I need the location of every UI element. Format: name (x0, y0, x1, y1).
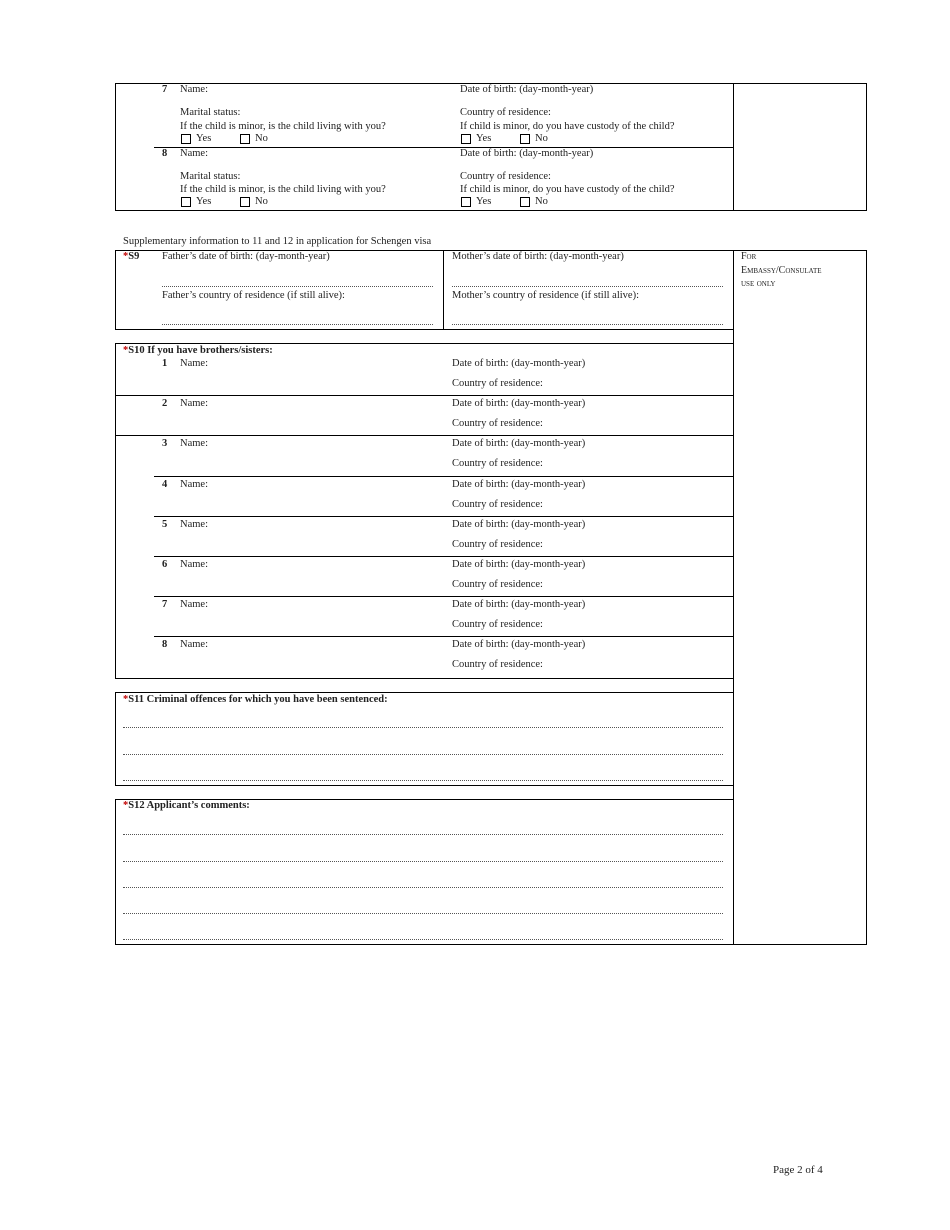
custody-yes-checkbox[interactable] (461, 134, 471, 144)
sibling-dob-label: Date of birth: (day-month-year) (452, 639, 586, 650)
children-row-separator (154, 147, 733, 148)
sibling-dob-label: Date of birth: (day-month-year) (452, 479, 586, 490)
child-name-label: Name: (180, 84, 208, 95)
s10-title (123, 345, 273, 357)
sibling-row-separator (154, 636, 733, 637)
father-dob-field[interactable] (162, 286, 433, 287)
required-asterisk: * (123, 800, 129, 811)
yes-label: Yes (476, 196, 492, 207)
s11-title (123, 694, 388, 706)
yes-label: Yes (196, 196, 212, 207)
s12-answer-line[interactable] (123, 834, 723, 835)
living-yes-checkbox[interactable] (181, 197, 191, 207)
no-label: No (535, 196, 548, 207)
s11-title-text: S11 Criminal offences for which you have been sentenced: (128, 694, 388, 705)
sibling-row-separator (115, 435, 733, 436)
sibling-row-separator (154, 476, 733, 477)
embassy-note-line1: For (741, 251, 757, 262)
required-asterisk: * (123, 694, 129, 705)
s9-divider (443, 250, 444, 330)
sibling-name-label: Name: (180, 519, 208, 530)
sibling-row-separator (115, 395, 733, 396)
sibling-country-label: Country of residence: (452, 619, 543, 630)
child-number: 7 (162, 84, 168, 95)
child-marital-label: Marital status: (180, 171, 241, 182)
embassy-note (741, 250, 822, 291)
s9-label (123, 251, 139, 263)
sibling-number: 8 (162, 639, 168, 650)
required-asterisk: * (123, 345, 129, 356)
yes-label: Yes (476, 133, 492, 144)
sibling-row-separator (154, 556, 733, 557)
child-living-question: If the child is minor, is the child living with you? (180, 184, 386, 195)
sibling-country-label: Country of residence: (452, 378, 543, 389)
child-dob-label: Date of birth: (day-month-year) (460, 84, 594, 95)
sibling-name-label: Name: (180, 599, 208, 610)
child-custody-question: If child is minor, do you have custody of the child? (460, 121, 675, 132)
custody-no-checkbox[interactable] (520, 197, 530, 207)
child-living-question: If the child is minor, is the child living with you? (180, 121, 386, 132)
no-label: No (255, 133, 268, 144)
sibling-number: 3 (162, 438, 168, 449)
child-dob-label: Date of birth: (day-month-year) (460, 148, 594, 159)
sibling-country-label: Country of residence: (452, 499, 543, 510)
embassy-note-line3: use only (741, 278, 776, 289)
sibling-number: 7 (162, 599, 168, 610)
no-label: No (535, 133, 548, 144)
sibling-number: 4 (162, 479, 168, 490)
s11-answer-line[interactable] (123, 780, 723, 781)
page-number: Page 2 of 4 (773, 1164, 823, 1176)
sibling-country-label: Country of residence: (452, 539, 543, 550)
required-asterisk: * (123, 251, 129, 262)
mother-dob-field[interactable] (452, 286, 723, 287)
sibling-dob-label: Date of birth: (day-month-year) (452, 358, 586, 369)
sibling-number: 2 (162, 398, 168, 409)
living-no-checkbox[interactable] (240, 134, 250, 144)
child-country-label: Country of residence: (460, 171, 551, 182)
s12-title (123, 800, 250, 812)
child-country-label: Country of residence: (460, 107, 551, 118)
no-label: No (255, 196, 268, 207)
father-country-label: Father’s country of residence (if still alive): (162, 290, 345, 301)
embassy-note-line2: Embassy/Consulate (741, 264, 822, 276)
child-marital-label: Marital status: (180, 107, 241, 118)
yes-label: Yes (196, 133, 212, 144)
living-yes-checkbox[interactable] (181, 134, 191, 144)
custody-no-checkbox[interactable] (520, 134, 530, 144)
s11-answer-line[interactable] (123, 754, 723, 755)
s12-title-text: S12 Applicant’s comments: (128, 800, 250, 811)
s11-answer-line[interactable] (123, 727, 723, 728)
sibling-country-label: Country of residence: (452, 418, 543, 429)
mother-country-label: Mother’s country of residence (if still alive): (452, 290, 640, 301)
sibling-name-label: Name: (180, 358, 208, 369)
sibling-country-label: Country of residence: (452, 458, 543, 469)
sibling-number: 1 (162, 358, 168, 369)
s10-title-text: S10 If you have brothers/sisters: (128, 345, 273, 356)
s9-code: S9 (128, 251, 140, 262)
s12-answer-line[interactable] (123, 887, 723, 888)
sibling-dob-label: Date of birth: (day-month-year) (452, 438, 586, 449)
mother-country-field[interactable] (452, 324, 723, 325)
s11-section (115, 692, 734, 786)
sibling-country-label: Country of residence: (452, 659, 543, 670)
sibling-dob-label: Date of birth: (day-month-year) (452, 398, 586, 409)
living-no-checkbox[interactable] (240, 197, 250, 207)
custody-yes-checkbox[interactable] (461, 197, 471, 207)
sibling-name-label: Name: (180, 438, 208, 449)
sibling-row-separator (154, 596, 733, 597)
sibling-name-label: Name: (180, 559, 208, 570)
sibling-row-separator (154, 516, 733, 517)
s12-answer-line[interactable] (123, 861, 723, 862)
s12-answer-line[interactable] (123, 939, 723, 940)
s10-section (115, 343, 734, 679)
father-country-field[interactable] (162, 324, 433, 325)
father-dob-label: Father’s date of birth: (day-month-year) (162, 251, 330, 262)
sibling-number: 5 (162, 519, 168, 530)
child-number: 8 (162, 148, 168, 159)
sibling-dob-label: Date of birth: (day-month-year) (452, 599, 586, 610)
sibling-dob-label: Date of birth: (day-month-year) (452, 559, 586, 570)
embassy-column (733, 250, 867, 945)
sibling-number: 6 (162, 559, 168, 570)
sibling-name-label: Name: (180, 639, 208, 650)
sibling-name-label: Name: (180, 479, 208, 490)
sibling-country-label: Country of residence: (452, 579, 543, 590)
mother-dob-label: Mother’s date of birth: (day-month-year) (452, 251, 624, 262)
sibling-dob-label: Date of birth: (day-month-year) (452, 519, 586, 530)
s12-answer-line[interactable] (123, 913, 723, 914)
child-name-label: Name: (180, 148, 208, 159)
s12-section (115, 799, 734, 945)
sibling-name-label: Name: (180, 398, 208, 409)
children-section-divider (733, 83, 734, 211)
supplementary-title: Supplementary information to 11 and 12 in application for Schengen visa (123, 236, 432, 247)
child-custody-question: If child is minor, do you have custody of the child? (460, 184, 675, 195)
